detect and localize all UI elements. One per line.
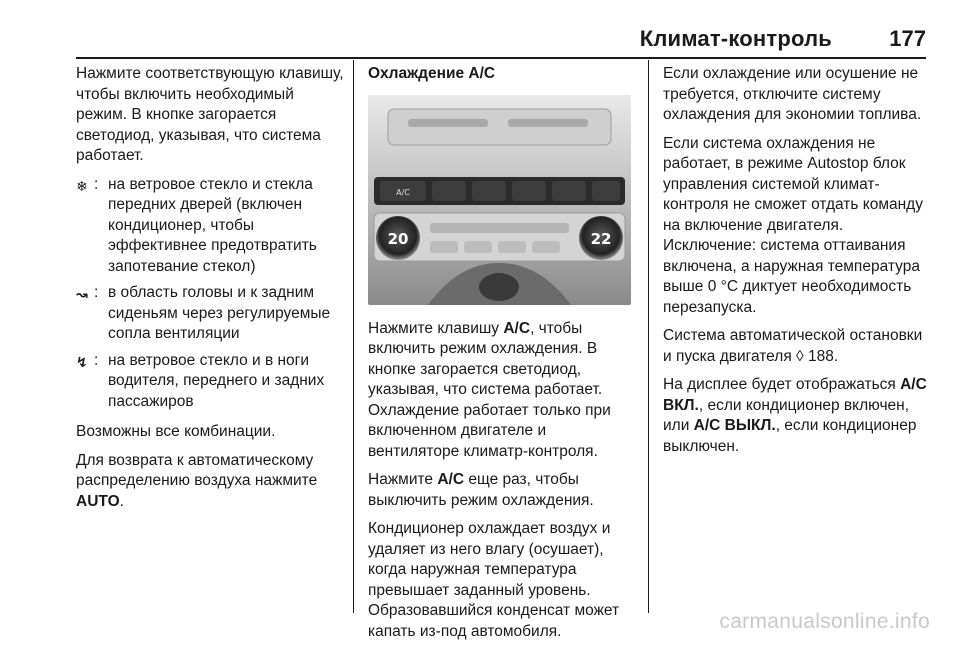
climate-panel-illustration [368,95,631,305]
column-3 [663,64,931,465]
auto-key-label: AUTO [76,492,120,510]
windshield-feet-icon: ↯ [76,353,88,370]
air-distribution-modes [76,175,344,413]
list-item: ↯ : на ветровое стекло и в ноги водителя, переднего и задних пассажиров [76,351,344,413]
left-temperature-display: 20 [387,229,409,248]
watermark: carmanualsonline.info [719,610,930,633]
combinations-paragraph: Возможны все комбинации. [76,423,276,440]
mode-description: на ветровое стекло и стекла передних дверей (включен кондиционер, чтобы эффективнее предотвратить запотевание стекол) [108,175,317,275]
ac-paragraph-3: Кондиционер охлаждает воздух и удаляет из него влагу (осушает), когда наружная температура превышает заданный уровень. Образовавшийся конденсат может капать из-под автомобиля. [368,520,620,640]
section-heading-ac: Охлаждение A/C [368,65,496,82]
intro-paragraph: Нажмите соответствующую клавишу, чтобы включить необходимый режим. В кнопке загорается светодиод, указывая, что система работает. [76,65,344,164]
ac-paragraph-1: Нажмите клавишу A/C, чтобы включить режим охлаждения. В кнопке загорается светодиод, указывая, что система работает. Охлаждение работает только при включенном двигателе и вентиляторе климатр-контроля. [368,319,611,460]
list-item: ↝ : в область головы и к задним сиденьям через регулируемые сопла вентиляции [76,283,344,345]
page-number: 177 [889,26,926,51]
column-1 [76,64,344,520]
page-reference-link[interactable]: ◊ 188. [796,347,839,365]
display-paragraph: На дисплее будет отображаться A/C ВКЛ., если кондиционер включен, или A/C ВЫКЛ., если кондиционер выключен. [663,376,927,455]
ac-on-label: A/C ВКЛ. [663,376,927,414]
mode-description: на ветровое стекло и в ноги водителя, переднего и задних пассажиров [108,351,325,410]
list-item: ❄︎ : на ветровое стекло и стекла передних дверей (включен кондиционер, чтобы эффективнее предотвратить запотевание стекол) [76,175,344,278]
ac-paragraph-2: Нажмите A/C еще раз, чтобы выключить режим охлаждения. [368,471,594,509]
windshield-defrost-icon: ❄︎ [76,177,88,194]
stop-start-paragraph: Система автоматической остановки и пуска двигателя ◊ 188. [663,327,923,365]
economy-paragraph: Если охлаждение или осушение не требуется, отключите систему охлаждения для экономии топлива. [663,65,922,123]
ac-key-label: A/C [503,319,531,337]
autostop-paragraph: Если система охлаждения не работает, в режиме Autostop блок управления системой климат-контроля не сможет отдать команду на включение двигателя. Исключение: система оттаивания включена, а наружная температура выше 0 °С диктует необходимость перезапуска. [663,134,923,316]
climate-panel-photo [368,95,631,305]
auto-paragraph: Для возврата к автоматическому распределению воздуха нажмите AUTO. [76,451,318,510]
ac-key-label: A/C [437,471,465,488]
ac-button-label: A/C [396,187,410,197]
mode-description: в область головы и к задним сиденьям через регулируемые сопла вентиляции [108,284,331,342]
column-divider-1 [353,60,354,613]
right-temperature-display: 22 [590,229,612,248]
header-rule [76,57,926,59]
ac-off-label: A/C ВЫКЛ. [693,417,776,434]
head-vent-icon: ↝ [76,286,88,302]
column-2 [368,64,636,650]
page-title: Климат-контроль [639,26,832,51]
column-divider-2 [648,60,649,613]
page-header [0,0,960,60]
